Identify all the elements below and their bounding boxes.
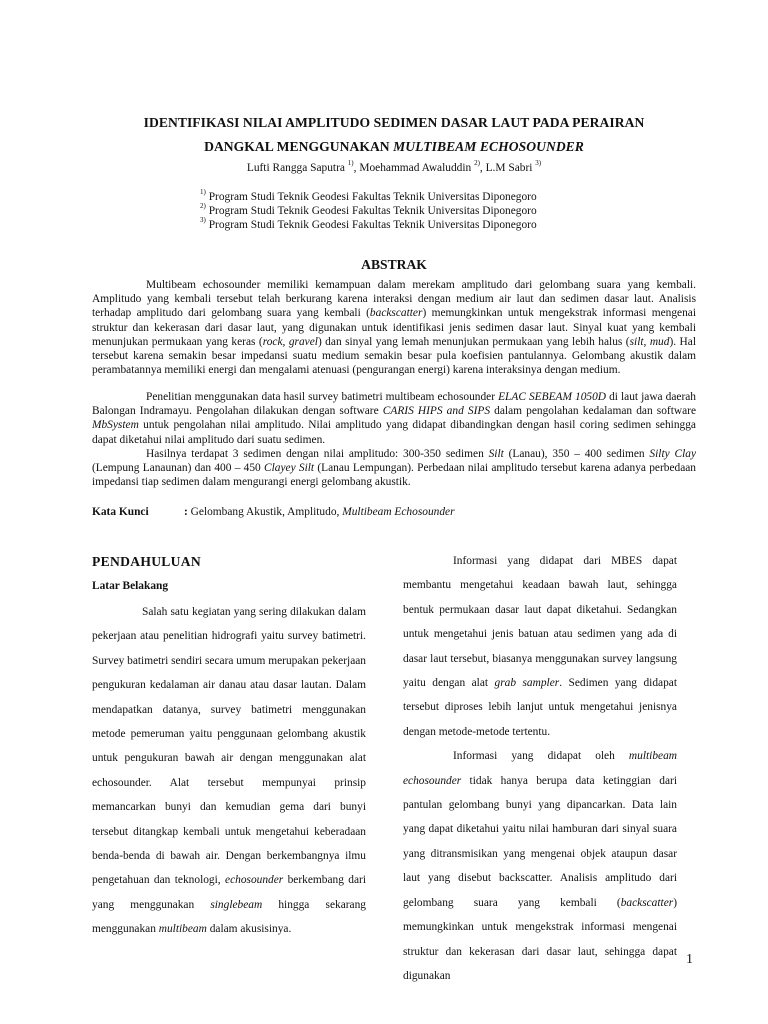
- abstract-italic: ELAC SEBEAM 1050D: [498, 391, 607, 403]
- keywords-italic: Multibeam Echosounder: [342, 506, 455, 518]
- author-name: Lufti Rangga Saputra: [246, 162, 348, 174]
- abstract-text: dalam pengolahan kedalaman dan software: [490, 405, 696, 418]
- section-heading: PENDAHULUAN: [92, 554, 202, 569]
- keywords-colon: :: [184, 506, 191, 518]
- abstract-paragraph-1: [92, 278, 696, 377]
- abstract-text: Multibeam echosounder memiliki kemampuan dalam merekam amplitudo dari gelombang suara yang kembali. Amplitudo yang kembali tersebut telah berkurang karena interaksi dengan medium air laut dan sedimen dasar laut. Analisis terhadap amplitudo dari gelombang suara yang kembali (: [92, 279, 696, 320]
- body-text: tidak hanya berupa data ketinggian dari pantulan gelombang bunyi yang dipancarkan. Data lain yang dapat diketahui yaitu nilai hamburan dari sinyal suara yang ditransmisikan yang mengenai objek ataupun dasar laut yang disebut backscatter. Analisis amplitudo dari gelombang suara yang kembali (: [403, 774, 677, 909]
- author-name: , L.M Sabri: [479, 162, 536, 174]
- author-name: , Moehammad Awaluddin: [353, 162, 475, 174]
- abstract-text: (Lanau), 350 – 400 sedimen: [503, 448, 650, 460]
- page-number: 1: [686, 952, 693, 967]
- intro-paragraph: [403, 744, 677, 988]
- abstract-paragraph-3: [92, 447, 696, 490]
- affiliation-2: [200, 202, 620, 218]
- body-italic: echosounder: [225, 874, 284, 887]
- body-italic: backscatter: [620, 896, 674, 909]
- abstract-text: (Lempung Lanaunan) dan 400 – 450: [92, 462, 264, 475]
- author-mark: 3): [535, 159, 542, 168]
- abstract-text: Hasilnya terdapat 3 sedimen dengan nilai amplitudo: 300-350 sedimen: [146, 448, 489, 460]
- affiliation-mark: 2): [200, 202, 206, 211]
- right-column: [403, 549, 677, 988]
- affiliation-text: Program Studi Teknik Geodesi Fakultas Teknik Universitas Diponegoro: [205, 205, 537, 217]
- body-italic: multibeam echosounder: [403, 750, 677, 787]
- author-list: [70, 159, 718, 174]
- body-text: dalam akusisinya.: [206, 923, 292, 936]
- abstract-italic: backscatter: [369, 307, 423, 320]
- affiliation-text: Program Studi Teknik Geodesi Fakultas Teknik Universitas Diponegoro: [205, 219, 537, 231]
- body-text: Informasi yang didapat oleh: [453, 750, 629, 763]
- abstract-italic: silt, mud: [629, 335, 670, 348]
- body-italic: singlebeam: [210, 898, 263, 911]
- body-text: berkembang dari yang menggunakan: [92, 874, 366, 911]
- title-italic-text: MULTIBEAM ECHOSOUNDER: [393, 139, 584, 154]
- affiliation-text: Program Studi Teknik Geodesi Fakultas Teknik Universitas Diponegoro: [205, 191, 537, 203]
- abstract-heading: ABSTRAK: [361, 257, 427, 272]
- keywords-text: Gelombang Akustik, Amplitudo,: [190, 506, 343, 518]
- abstract-text: ) dan sinyal yang lemah menunjukan permukaan yang lebih halus (: [317, 335, 630, 348]
- abstract-text: untuk pengolahan nilai amplitudo. Nilai amplitudo yang didapat dibandingkan dengan hasil coring sedimen sehingga dapat diketahui nilai amplitudo dari suatu sedimen.: [92, 419, 696, 446]
- abstract-text: (Lanau Lempungan). Perbedaan nilai amplitudo tersebut karena adanya perbedaan impedansi tiap sedimen dalam mengurangi energi gelombang akustik.: [92, 462, 697, 489]
- abstract-italic: rock, gravel: [262, 335, 318, 348]
- abstract-italic: Silt: [488, 448, 504, 460]
- abstract-italic: Silty Clay: [649, 448, 696, 460]
- left-column: [92, 550, 366, 942]
- paper-title-line-2: [70, 139, 718, 155]
- keywords-line: [92, 506, 696, 518]
- author-mark: 1): [347, 159, 354, 168]
- body-text: ) memungkinkan untuk mengekstrak informasi mengenai struktur dan kekerasan dari dasar laut, sehingga dapat digunakan: [403, 896, 677, 982]
- body-text: hingga sekarang menggunakan: [92, 898, 366, 936]
- abstract-text: Penelitian menggunakan data hasil survey batimetri multibeam echosounder: [146, 391, 499, 403]
- subsection-heading: Latar Belakang: [92, 580, 169, 592]
- intro-paragraph: [403, 549, 677, 744]
- abstract-text: di laut jawa daerah Balongan Indramayu. Pengolahan dilakukan dengan software: [92, 391, 697, 418]
- body-text: Salah satu kegiatan yang sering dilakukan dalam pekerjaan atau penelitian hidrografi yaitu survey batimetri. Survey batimetri sendiri secara umum merupakan pekerjaan pengukuran kedalaman air danau atau dasar lautan. Dalam mendapatkan datanya, survey batimetri menggunakan metode pemeruman yaitu penggunaan gelombang akustik untuk pengukuran bawah air dengan menggunakan alat echosounder. Alat tersebut mempunyai prinsip memancarkan bunyi dan kemudian gema dari bunyi tersebut ditangkap kembali untuk mengetahui keberadaan benda-benda di bawah air. Dengan berkembangnya ilmu pengetahuan dan teknologi,: [92, 606, 366, 887]
- abstract-paragraph-2: [92, 390, 696, 447]
- keywords-label: Kata Kunci: [92, 506, 149, 518]
- affiliation-mark: 1): [200, 188, 206, 197]
- title-text: DANGKAL MENGGUNAKAN: [204, 139, 394, 154]
- abstract-italic: CARIS HIPS and SIPS: [382, 405, 491, 418]
- affiliation-3: [200, 216, 620, 232]
- affiliation-1: [200, 188, 620, 204]
- body-italic: grab sampler: [494, 677, 560, 690]
- body-italic: multibeam: [158, 923, 207, 936]
- abstract-italic: MbSystem: [92, 419, 139, 432]
- abstract-italic: Clayey Silt: [264, 462, 315, 475]
- body-text: . Sedimen yang didapat tersebut diproses lebih lanjut untuk mengetahui jenisnya dengan metode-metode tertentu.: [403, 677, 678, 738]
- body-text: Informasi yang didapat dari MBES dapat membantu mengetahui keadaan bawah laut, sehingga bentuk permukaan dasar laut dapat diketahui. Sedangkan untuk mengetahui jenis batuan atau sedimen yang ada di dasar laut tersebut, biasanya menggunakan survey langsung yaitu dengan alat: [403, 555, 677, 690]
- abstract-text: ). Hal tersebut karena semakin besar impedansi suatu medium semakin besar pula koefisien pantulannya. Gelombang akustik dalam perambatannya memiliki energi dan mengalami atenuasi (pengurangan energi) karena interaksinya dengan medium.: [92, 335, 696, 377]
- author-mark: 2): [474, 159, 480, 168]
- abstract-text: ) memungkinkan untuk mengekstrak informasi mengenai struktur dan kekerasan dari dasar laut, yang digunakan untuk identifikasi jenis sedimen dasar laut. Sinyal kuat yang kembali menunjukan permukaan yang keras (: [92, 307, 696, 348]
- paper-title-line-1: IDENTIFIKASI NILAI AMPLITUDO SEDIMEN DASAR LAUT PADA PERAIRAN: [143, 115, 645, 130]
- affiliation-mark: 3): [200, 216, 206, 225]
- intro-paragraph: [92, 600, 366, 942]
